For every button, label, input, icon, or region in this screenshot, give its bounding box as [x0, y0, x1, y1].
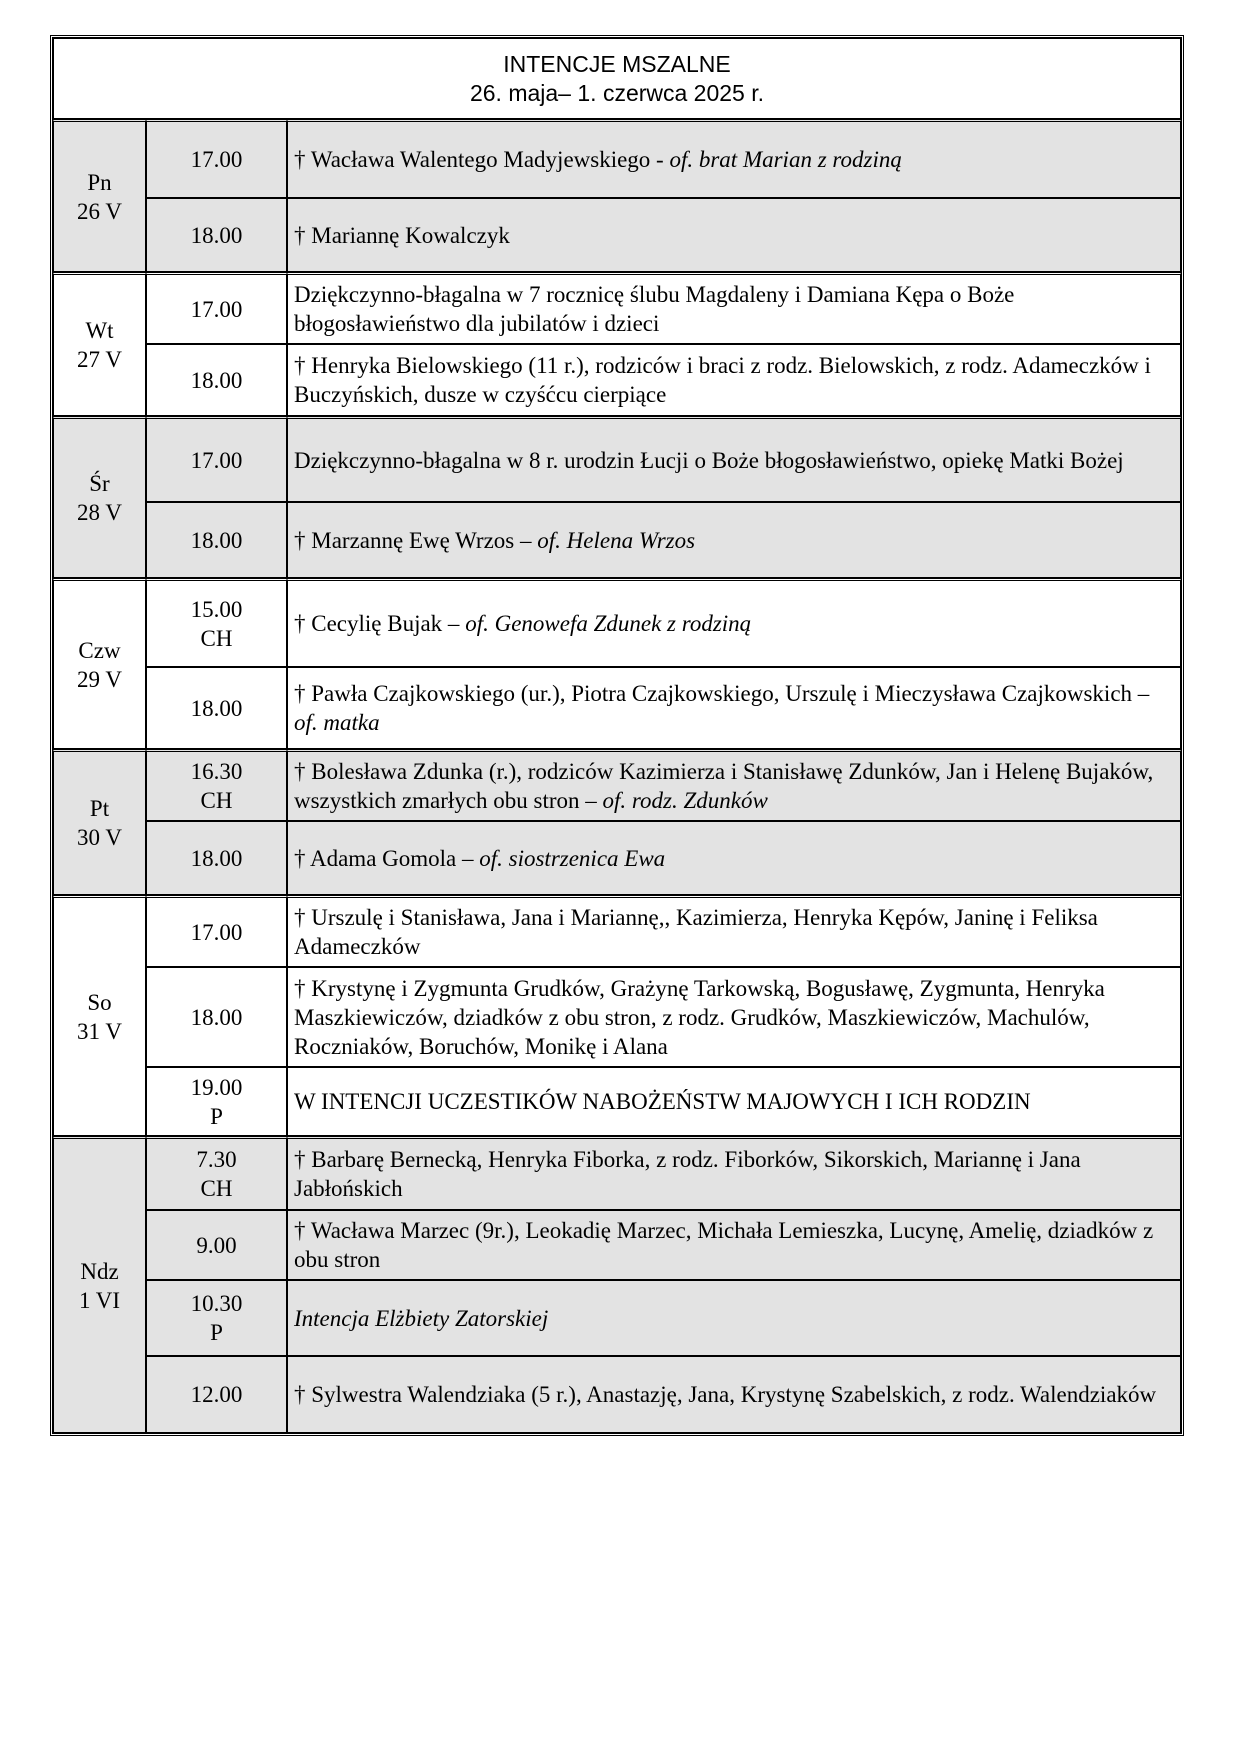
day-date: 30 V	[77, 825, 122, 850]
time-cell	[146, 578, 287, 667]
day-cell	[53, 1136, 146, 1433]
time-cell	[146, 344, 287, 416]
day-cell	[53, 119, 146, 272]
mass-note: CH	[200, 625, 233, 651]
mass-row	[53, 1280, 1181, 1356]
day-date: 29 V	[77, 666, 122, 692]
mass-row	[53, 967, 1181, 1067]
intention-text: † Cecylię Bujak –	[294, 611, 466, 636]
intention-cell	[287, 502, 1181, 578]
day-date: 31 V	[77, 1018, 122, 1044]
mass-row	[53, 272, 1181, 344]
mass-row	[53, 198, 1181, 272]
date-range: 26. maja– 1. czerwca 2025 r.	[469, 79, 765, 106]
intention-cell	[287, 967, 1181, 1067]
time-cell	[146, 1136, 287, 1210]
intention-cell	[287, 1210, 1181, 1280]
mass-row	[53, 667, 1181, 749]
mass-note: P	[210, 1320, 223, 1345]
mass-time: 19.00	[190, 1074, 243, 1100]
page-title: INTENCJE MSZALNE	[503, 50, 731, 77]
intention-cell	[287, 416, 1181, 502]
intention-cell	[287, 1136, 1181, 1210]
header-row	[53, 38, 1181, 119]
schedule-body	[53, 38, 1181, 1433]
mass-time: 16.30	[190, 759, 243, 784]
mass-row	[53, 1356, 1181, 1433]
mass-time: 18.00	[190, 695, 243, 721]
day-cell	[53, 895, 146, 1136]
intention-text: Dziękczynno-błagalna w 8 r. urodzin Łucji o Boże błogosławieństwo, opiekę Matki Bożej	[294, 447, 1124, 473]
intention-cell	[287, 749, 1181, 821]
intention-offering: of. Helena Wrzos	[537, 527, 696, 553]
mass-time: 18.00	[190, 367, 243, 393]
time-cell	[146, 1280, 287, 1356]
intention-offering: of. matka	[294, 710, 380, 735]
mass-row	[53, 578, 1181, 667]
time-cell	[146, 821, 287, 895]
day-name: Pt	[89, 796, 110, 821]
time-cell	[146, 272, 287, 344]
day-cell	[53, 272, 146, 416]
mass-row	[53, 749, 1181, 821]
intention-text: † Barbarę Bernecką, Henryka Fiborka, z rodz. Fiborków, Sikorskich, Mariannę i Jana Jabłońskich	[294, 1147, 1081, 1201]
time-cell	[146, 667, 287, 749]
mass-time: 18.00	[190, 222, 243, 248]
day-cell	[53, 749, 146, 895]
mass-intentions-table	[50, 35, 1184, 1436]
mass-note: CH	[200, 788, 233, 813]
intention-offering: of. brat Marian z rodziną	[669, 147, 902, 172]
day-name: Śr	[89, 471, 110, 496]
intention-offering: Intencja Elżbiety Zatorskiej	[294, 1305, 549, 1331]
intention-offering: of. Genowefa Zdunek z rodziną	[465, 611, 752, 636]
intention-text: † Sylwestra Walendziaka (5 r.), Anastazję, Jana, Krystynę Szabelskich, z rodz. Walendziaków	[294, 1382, 1157, 1407]
mass-time: 12.00	[190, 1382, 243, 1407]
day-cell	[53, 416, 146, 578]
day-name: Pn	[87, 169, 112, 195]
mass-time: 9.00	[196, 1232, 237, 1258]
time-cell	[146, 416, 287, 502]
intention-text: † Bolesława Zdunka (r.), rodziców Kazimierza i Stanisławę Zdunków, Jan i Helenę Bujaków, wszystkich zmarłych obu stron –	[294, 759, 1154, 813]
time-cell	[146, 502, 287, 578]
mass-time: 17.00	[190, 296, 243, 322]
mass-note: CH	[200, 1176, 233, 1201]
day-date: 26 V	[77, 198, 122, 224]
mass-row	[53, 1067, 1181, 1136]
header-cell	[53, 38, 1181, 119]
intention-text: † Pawła Czajkowskiego (ur.), Piotra Czajkowskiego, Urszulę i Mieczysława Czajkowskich –	[294, 681, 1150, 706]
intention-text: † Marzannę Ewę Wrzos –	[294, 527, 538, 553]
intention-cell	[287, 1067, 1181, 1136]
mass-row	[53, 895, 1181, 967]
mass-row	[53, 1210, 1181, 1280]
intention-offering: of. siostrzenica Ewa	[479, 845, 666, 871]
intention-cell	[287, 578, 1181, 667]
intention-cell	[287, 119, 1181, 198]
mass-time: 17.00	[190, 147, 243, 172]
intention-cell	[287, 895, 1181, 967]
intention-text: † Krystynę i Zygmunta Grudków, Grażynę Tarkowską, Bogusławę, Zygmunta, Henryka Maszkiewiczów, dziadków z obu stron, z rodz. Grudków, Maszkiewiczów, Machulów, Roczniaków, Boruchów, Monikę i Alana	[294, 975, 1105, 1059]
day-date: 1 VI	[78, 1287, 121, 1313]
mass-time: 15.00	[190, 596, 243, 622]
mass-time: 18.00	[190, 1004, 243, 1030]
day-name: Ndz	[80, 1258, 119, 1284]
intention-text: † Urszulę i Stanisława, Jana i Mariannę,, Kazimierza, Henryka Kępów, Janinę i Feliksa Adameczków	[294, 905, 1098, 959]
time-cell	[146, 1067, 287, 1136]
mass-time: 7.30	[196, 1147, 237, 1172]
day-cell	[53, 578, 146, 749]
day-date: 28 V	[77, 500, 122, 525]
intention-cell	[287, 344, 1181, 416]
time-cell	[146, 198, 287, 272]
intention-text: † Wacława Marzec (9r.), Leokadię Marzec, Michała Lemieszka, Lucynę, Amelię, dziadków z obu stron	[294, 1218, 1154, 1272]
mass-row	[53, 821, 1181, 895]
intention-cell	[287, 667, 1181, 749]
mass-row	[53, 344, 1181, 416]
mass-note: P	[210, 1103, 223, 1129]
time-cell	[146, 967, 287, 1067]
mass-time: 10.30	[190, 1291, 243, 1316]
intention-cell	[287, 198, 1181, 272]
intention-cell	[287, 272, 1181, 344]
mass-row	[53, 119, 1181, 198]
intention-text: Dziękczynno-błagalna w 7 rocznicę ślubu Magdaleny i Damiana Kępa o Boże błogosławieństwo dla jubilatów i dzieci	[294, 282, 1015, 336]
intention-text: † Adama Gomola –	[294, 845, 480, 871]
intention-cell	[287, 821, 1181, 895]
intention-cell	[287, 1280, 1181, 1356]
mass-row	[53, 416, 1181, 502]
time-cell	[146, 1356, 287, 1433]
mass-row	[53, 502, 1181, 578]
day-name: Czw	[78, 637, 121, 663]
intention-text: † Wacława Walentego Madyjewskiego -	[294, 147, 670, 172]
intention-text: † Henryka Bielowskiego (11 r.), rodziców i braci z rodz. Bielowskich, z rodz. Adameczków i Buczyńskich, dusze w czyśćcu cierpiące	[294, 353, 1151, 407]
mass-time: 18.00	[190, 845, 243, 871]
mass-time: 18.00	[190, 527, 243, 553]
day-name: So	[87, 989, 112, 1015]
time-cell	[146, 749, 287, 821]
mass-time: 17.00	[190, 919, 243, 945]
intention-cell	[287, 1356, 1181, 1433]
time-cell	[146, 1210, 287, 1280]
intention-text: W INTENCJI UCZESTIKÓW NABOŻEŃSTW MAJOWYCH I ICH RODZIN	[294, 1089, 1031, 1114]
time-cell	[146, 119, 287, 198]
intention-offering: of. rodz. Zdunków	[602, 788, 768, 813]
intention-text: † Mariannę Kowalczyk	[294, 222, 510, 248]
day-name: Wt	[85, 318, 114, 343]
mass-time: 17.00	[190, 447, 243, 473]
time-cell	[146, 895, 287, 967]
day-date: 27 V	[77, 347, 122, 372]
mass-row	[53, 1136, 1181, 1210]
